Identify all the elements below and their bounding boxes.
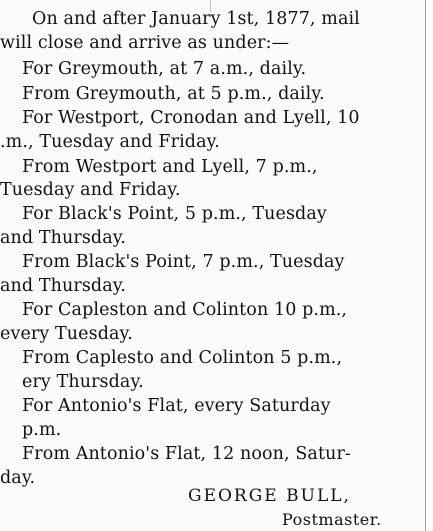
notice-line-17: For Antonio's Flat, every Saturday: [22, 396, 331, 416]
notice-line-8: Tuesday and Friday.: [0, 180, 181, 200]
notice-line-5: For Westport, Cronodan and Lyell, 10: [22, 108, 360, 128]
notice-line-7: From Westport and Lyell, 7 p.m.,: [22, 157, 318, 177]
notice-line-19: From Antonio's Flat, 12 noon, Satur-: [22, 444, 351, 464]
notice-line-3: For Greymouth, at 7 a.m., daily.: [22, 59, 307, 79]
notice-line-9: For Black's Point, 5 p.m., Tuesday: [22, 204, 327, 224]
notice-line-14: every Tuesday.: [0, 324, 133, 344]
notice-line-16: ery Thursday.: [22, 372, 144, 392]
notice-line-13: For Capleston and Colinton 10 p.m.,: [22, 300, 348, 320]
notice-line-15: From Caplesto and Colinton 5 p.m.,: [22, 348, 343, 368]
notice-line-1: On and after January 1st, 1877, mail: [32, 9, 360, 29]
signature-title: Postmaster.: [282, 510, 382, 529]
notice-line-18: p.m.: [22, 420, 62, 440]
notice-line-12: and Thursday.: [0, 276, 127, 296]
notice-line-6: .m., Tuesday and Friday.: [0, 132, 220, 152]
notice-line-10: and Thursday.: [0, 228, 127, 248]
signature-name: GEORGE BULL,: [188, 486, 351, 506]
notice-line-2: will close and arrive as under:—: [0, 33, 290, 53]
notice-line-4: From Greymouth, at 5 p.m., daily.: [22, 84, 325, 104]
notice-line-11: From Black's Point, 7 p.m., Tuesday: [22, 252, 345, 272]
column-divider-rule: [425, 0, 426, 531]
notice-line-20: day.: [0, 468, 36, 488]
